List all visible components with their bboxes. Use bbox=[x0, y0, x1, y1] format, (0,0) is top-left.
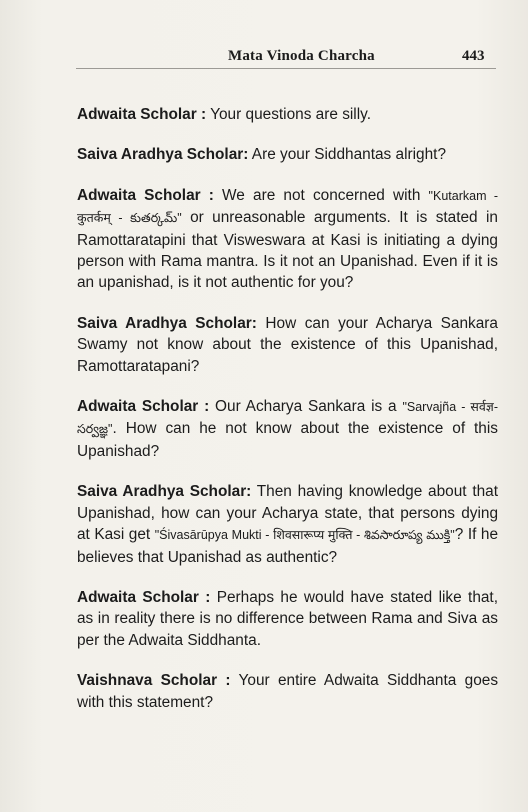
speaker-label: Saiva Aradhya Scholar: bbox=[77, 146, 249, 164]
speaker-label: Saiva Aradhya Scholar: bbox=[77, 483, 252, 501]
dialogue-paragraph bbox=[77, 396, 498, 462]
dialogue-text: Perhaps he would have stated like that, as in reality there is no difference between Rama and Siva as per the Adwaita Siddhanta. bbox=[77, 588, 498, 649]
speaker-label: Saiva Aradhya Scholar: bbox=[77, 314, 257, 332]
dialogue-text: We are not concerned with bbox=[213, 186, 429, 204]
speaker-label: Adwaita Scholar : bbox=[77, 398, 210, 416]
dialogue-body bbox=[77, 104, 498, 732]
dialogue-paragraph bbox=[77, 587, 498, 651]
dialogue-text: Then having knowledge about that Upanishad, how can your Acharya state, that persons dying at Kasi get bbox=[77, 483, 498, 544]
dialogue-text: ? If he believes that Upanishad as authentic? bbox=[77, 526, 499, 566]
dialogue-text: or unreasonable arguments. It is stated in Ramottaratapini that Visweswara at Kasi is initiating a dying person with Rama mantra. Is it not an Upanishad. Even if it is an upanishad, is it not authentic for you? bbox=[77, 209, 498, 292]
sanskrit-term: "Śivasārūpya Mukti - शिवसारूप्य मुक्ति - శివసారూప్య ముక్తి" bbox=[154, 528, 455, 543]
dialogue-text: Are your Siddhantas alright? bbox=[248, 146, 447, 164]
dialogue-text: Our Acharya Sankara is a bbox=[209, 398, 403, 416]
sanskrit-term: "Kutarkam - कुतर्कम् - కుతర్కమ్" bbox=[77, 188, 498, 226]
dialogue-text: How can your Acharya Sankara Swamy not know about the existence of this Upanishad, Ramottaratapani? bbox=[77, 314, 498, 375]
dialogue-text: Your entire Adwaita Siddhanta goes with this statement? bbox=[77, 672, 499, 711]
dialogue-paragraph bbox=[77, 144, 498, 165]
dialogue-paragraph bbox=[77, 185, 498, 294]
dialogue-paragraph bbox=[77, 313, 498, 377]
sanskrit-term: "Sarvajña - सर्वज्ञ- సర్వజ్ఞ" bbox=[77, 400, 498, 437]
dialogue-text: Your questions are silly. bbox=[206, 106, 371, 123]
header-rule bbox=[76, 68, 496, 69]
dialogue-paragraph bbox=[77, 670, 498, 713]
page-number: 443 bbox=[462, 48, 485, 64]
speaker-label: Adwaita Scholar : bbox=[77, 186, 214, 204]
running-head bbox=[0, 46, 528, 70]
dialogue-text: . How can he not know about the existence of this Upanishad? bbox=[77, 420, 498, 460]
dialogue-paragraph bbox=[77, 104, 498, 125]
speaker-label: Adwaita Scholar : bbox=[77, 588, 211, 606]
speaker-label: Adwaita Scholar : bbox=[77, 106, 207, 123]
speaker-label: Vaishnava Scholar : bbox=[77, 672, 231, 690]
running-head-title: Mata Vinoda Charcha bbox=[228, 48, 375, 64]
dialogue-paragraph bbox=[77, 481, 498, 568]
